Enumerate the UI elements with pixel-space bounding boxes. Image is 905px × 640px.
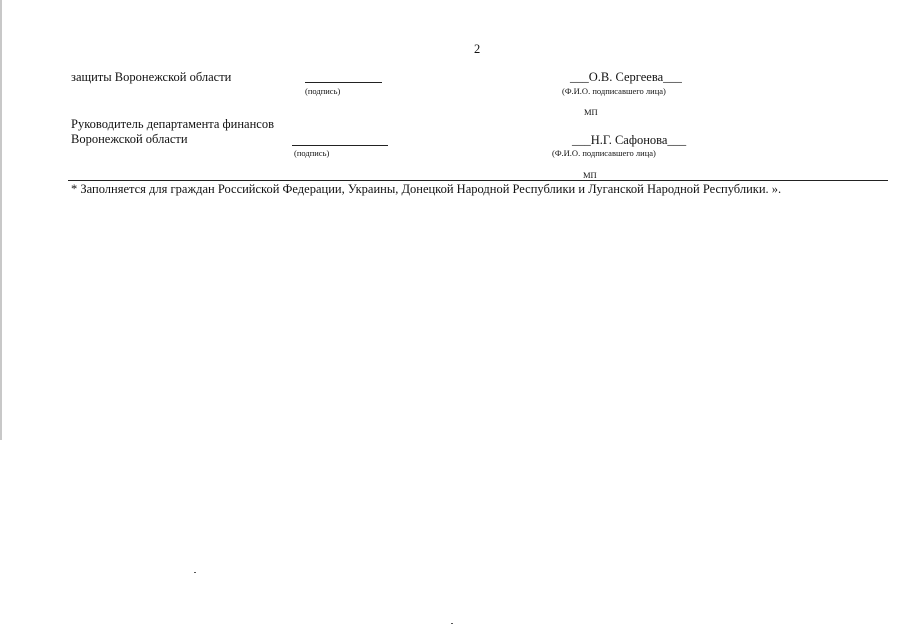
signature-caption-2: (подпись) [294,148,330,158]
name-caption-2: (Ф.И.О. подписавшего лица) [552,148,656,158]
footnote-text: * Заполняется для граждан Российской Федерации, Украины, Донецкой Народной Республики и Луганской Народной Республики. ». [71,182,782,196]
page-number: 2 [474,42,481,56]
signer-name-1: ___О.В. Сергеева___ [570,70,682,84]
scan-speck [451,623,453,624]
signature-caption-1: (подпись) [305,86,341,96]
footnote-divider [68,180,888,181]
stamp-label-2: МП [583,170,597,180]
position-title-line1: Руководитель департамента финансов [71,117,274,131]
scan-speck [194,572,196,573]
stamp-label-1: МП [584,107,598,117]
name-caption-1: (Ф.И.О. подписавшего лица) [562,86,666,96]
signature-line-2 [292,145,388,146]
signer-name-2: ___Н.Г. Сафонова___ [572,133,687,147]
position-title-line2: Воронежской области [71,132,188,146]
org-text: защиты Воронежской области [71,70,232,84]
scan-left-edge [0,0,2,440]
signature-line-1 [305,82,382,83]
